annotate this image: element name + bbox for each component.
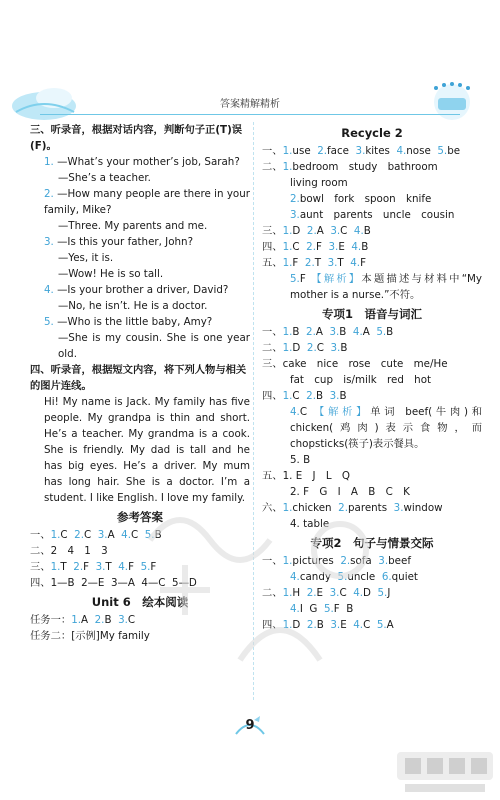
topic2-row-1b: 4.candy 5.uncle 6.quiet (290, 571, 418, 583)
dialog-3: 3. —Is this your father, John? (44, 236, 194, 248)
answer-row-3: 三、1.T 2.F 3.T 4.F 5.F (30, 561, 157, 573)
listening-passage: Hi! My name is Jack. My family has five people. My grandpa is thin and short. He’s a teacher. My grandma is a cook. She is friendly. My dad is tall and he has big eyes. He’s a driver. My mum has long hair. She is a doctor. I’m a student. I like English. I love my family. (44, 396, 250, 504)
recycle-row-3: 三、1.D 2.A 3.C 4.B (262, 225, 371, 237)
topic1-row-4-4: 4.C 【解析】单词 beef(牛肉)和 chicken(鸡肉)表示食物，而 chopsticks(筷子)表示餐具。 (290, 406, 483, 450)
header-logo-right (422, 80, 482, 122)
topic1-title: 专项1 语音与词汇 (321, 307, 422, 321)
dialog-3-answer-2: —Wow! He is so tall. (58, 268, 164, 280)
topic1-row-6: 六、1.chicken 2.parents 3.window (262, 502, 443, 514)
topic1-row-5a: 五、1. E J L Q (262, 470, 350, 482)
recycle-title: Recycle 2 (341, 126, 403, 140)
watermark-corner-logo-icon (395, 750, 495, 796)
dialog-4-answer: —No, he isn’t. He is a doctor. (58, 300, 208, 312)
recycle-row-1: 一、1.use 2.face 3.kites 4.nose 5.be (262, 145, 461, 157)
topic1-row-2: 二、1.D 2.C 3.B (262, 342, 348, 354)
topic1-row-5b: 2. F G I A B C K (290, 486, 410, 498)
dialog-2: 2. —How many people are there in your family, Mike? (44, 188, 250, 216)
section4-title: 四、听录音，根据短文内容，将下列人物与相关的图片连线。 (30, 364, 247, 392)
dialog-1: 1. —What’s your mother’s job, Sarah? (44, 156, 240, 168)
answers-title: 参考答案 (117, 510, 163, 524)
task2-row: 任务二：[示例]My family (30, 630, 150, 642)
topic1-row-4-5: 5. B (290, 454, 311, 466)
dialog-3-answer: —Yes, it is. (58, 252, 114, 264)
dialog-5-answer: —She is my cousin. She is one year old. (58, 332, 250, 360)
dialog-2-answer: —Three. My parents and me. (58, 220, 208, 232)
topic2-row-2a: 二、1.H 2.E 3.C 4.D 5.J (262, 587, 391, 599)
topic1-row-3: 三、cake nice rose cute me/He (262, 358, 448, 370)
recycle-row-4: 四、1.C 2.F 3.E 4.B (262, 241, 369, 253)
topic2-row-1a: 一、1.pictures 2.sofa 3.beef (262, 555, 411, 567)
analysis-label: 【解析】 (314, 406, 371, 418)
recycle-row-5-5: 5.F 【解析】本题描述与材料中“My mother is a nurse.”不符。 (290, 273, 483, 301)
recycle-row-2-2: 2.bowl fork spoon knife (290, 193, 432, 205)
topic1-row-3b: fat cup is/milk red hot (290, 374, 432, 386)
recycle-row-2-3: 3.aunt parents uncle cousin (290, 209, 455, 221)
header-divider (40, 114, 460, 115)
answer-row-4: 四、1—B 2—E 3—A 4—C 5—D (30, 577, 197, 589)
dialog-5: 5. —Who is the little baby, Amy? (44, 316, 213, 328)
dialog-4: 4. —Is your brother a driver, David? (44, 284, 229, 296)
recycle-row-2-1b: living room (290, 177, 348, 189)
answer-row-2: 二、2 4 1 3 (30, 545, 108, 557)
section3-title: 三、听录音，根据对话内容，判断句子正(T)误(F)。 (30, 124, 243, 152)
dialog-1-answer: —She’s a teacher. (58, 172, 151, 184)
topic2-row-2b: 4.I G 5.F B (290, 603, 354, 615)
page-number: 9 (232, 714, 268, 740)
recycle-row-5: 五、1.F 2.T 3.T 4.F (262, 257, 367, 269)
topic1-row-1: 一、1.B 2.A 3.B 4.A 5.B (262, 326, 394, 338)
topic2-row-4: 四、1.D 2.B 3.E 4.C 5.A (262, 619, 394, 631)
recycle-row-2-1: 二、1.bedroom study bathroom (262, 161, 438, 173)
answer-row-1: 一、1.C 2.C 3.A 4.C 5.B (30, 529, 162, 541)
topic1-row-4: 四、1.C 2.B 3.B (262, 390, 347, 402)
unit-title: Unit 6 绘本阅读 (91, 595, 189, 609)
topic1-row-6b: 4. table (290, 518, 330, 530)
analysis-label: 【解析】 (311, 273, 362, 285)
header-title: 答案精解精析 (220, 99, 280, 110)
task1-row: 任务一：1.A 2.B 3.C (30, 614, 136, 626)
topic2-title: 专项2 句子与情景交际 (310, 536, 434, 550)
watermark-logo-icon (120, 430, 400, 730)
